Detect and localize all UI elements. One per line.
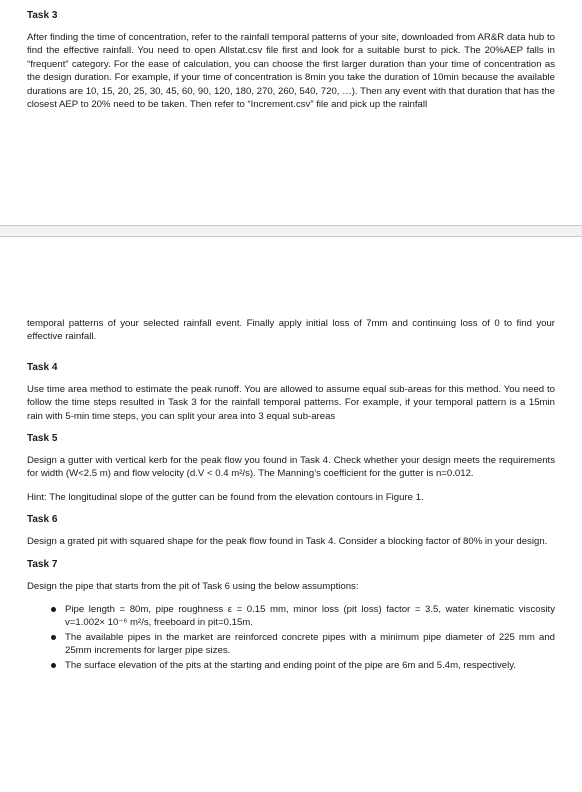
document-page-1 xyxy=(0,0,582,225)
task4-paragraph: Use time area method to estimate the peak runoff. You are allowed to assume equal sub-areas for this method. You need to follow the time steps resulted in Task 3 for the rainfall temporal patterns. For example, if your temporal pattern is a 15min rain with 5-min time steps, you can split your area into 3 equal sub-areas xyxy=(27,383,555,422)
task3-paragraph-part1: After finding the time of concentration, refer to the rainfall temporal patterns of your site, downloaded from AR&R data hub to find the effective rainfall. You need to open Allstat.csv file first and look for a suitable burst to pick. The 20%AEP falls in “frequent” category. For the ease of calculation, you can choose the first larger duration than your time of concentration as the design duration. For example, if your time of concentration is 8min you take the duration of 10min because the available durations are 10, 15, 20, 25, 30, 45, 60, 90, 120, 180, 270, 260, 540, 720, …). Then any event with that duration that has the closest AEP to 20% need to be taken. Then refer to “Increment.csv” file and pick up the rainfall xyxy=(27,32,555,111)
task7-heading: Task 7 xyxy=(27,558,58,570)
page-1-content xyxy=(27,10,555,111)
task5-heading: Task 5 xyxy=(27,433,58,445)
list-item: Pipe length = 80m, pipe roughness ε = 0.15 mm, minor loss (pit loss) factor = 3.5, water kinematic viscosity v=1.002× 10⁻⁶ m²/s, freeboard in pit=0.15m. xyxy=(65,604,555,629)
list-item: The surface elevation of the pits at the starting and ending point of the pipe are 6m and 5.4m, respectively. xyxy=(65,659,555,672)
task5-paragraph: Design a gutter with vertical kerb for the peak flow you found in Task 4. Check whether your design meets the requirements for width (W<2.5 m) and flow velocity (d.V < 0.4 m²/s). The Manning’s coefficient for the gutter is n=0.012. xyxy=(27,455,555,480)
document-page-2 xyxy=(0,237,582,792)
page-break xyxy=(0,225,582,237)
task3-paragraph-part2: temporal patterns of your selected rainfall event. Finally apply initial loss of 7mm and continuing loss of 0 to find your effective rainfall. xyxy=(27,318,555,343)
list-item: The available pipes in the market are reinforced concrete pipes with a minimum pipe diameter of 225 mm and 25mm increments for larger pipe sizes. xyxy=(65,631,555,657)
task3-heading: Task 3 xyxy=(27,10,58,21)
task6-heading: Task 6 xyxy=(27,514,58,526)
page-2-content xyxy=(27,317,555,673)
task4-heading: Task 4 xyxy=(27,361,58,373)
task7-intro: Design the pipe that starts from the pit of Task 6 using the below assumptions: xyxy=(27,580,359,592)
task5-hint: Hint: The longitudinal slope of the gutter can be found from the elevation contours in Figure 1. xyxy=(27,491,424,503)
task7-assumption-list xyxy=(27,603,555,672)
task6-paragraph: Design a grated pit with squared shape for the peak flow found in Task 4. Consider a blocking factor of 80% in your design. xyxy=(27,536,548,548)
